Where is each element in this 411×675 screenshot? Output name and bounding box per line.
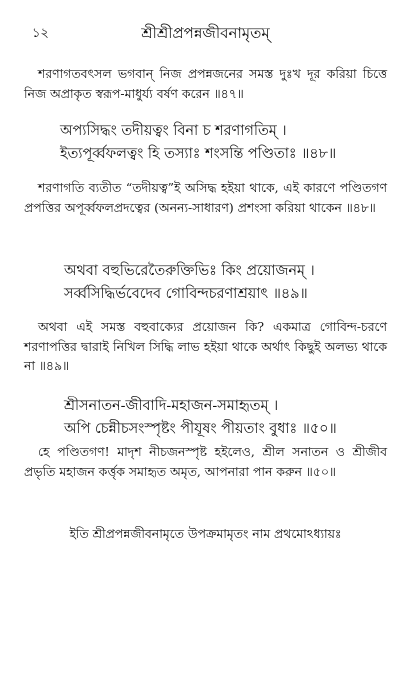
page-number: ১২ (32, 26, 49, 41)
commentary-paragraph-48: শরণাগতি ব্যতীত “তদীয়ত্ব”ই অসিদ্ধ হইয়া থাকে, এই কারণে পণ্ডিতগণ প্রপত্তির অপূর্ব্বফলপ্রদত্বের (অনন্য-সাধারণ) প্রশংসা করিয়া থাকেন ॥৪৮॥ (24, 180, 387, 215)
verse-48 (60, 120, 336, 166)
verse-49 (64, 260, 315, 306)
commentary-paragraph-49: অথবা এই সমস্ত বহুবাক্যের প্রয়োজন কি? একমাত্র গোবিন্দ-চরণে শরণাপত্তির দ্বারাই নিখিল সিদ্ধি লাভ হইয়া থাকে অর্থাৎ কিছুই অলভ্য থাকে না ॥৪৯॥ (24, 319, 387, 373)
verse-49-line-2: সর্ব্বসিদ্ধির্ভবেদেব গোবিন্দচরণাশ্রয়াৎ ॥৪৯॥ (64, 286, 308, 302)
running-title: শ্রীশ্রীপ্রপন্নজীবনামৃতম্ (141, 24, 270, 42)
verse-50-line-2: অপি চেন্নীচসংস্পৃষ্টং পীযূষং পীয়তাং বুধাঃ ॥৫০॥ (64, 421, 337, 437)
commentary-paragraph-50: হে পণ্ডিতগণ! মাদৃশ নীচজনস্পৃষ্ট হইলেও, শ্রীল সনাতন ও শ্রীজীব প্রভৃতি মহাজন কর্ত্তৃক সমাহৃত অমৃত, আপনারা পান করুন ॥৫০॥ (24, 444, 387, 479)
verse-48-line-1: অপ্যসিদ্ধং তদীয়ত্বং বিনা চ শরণাগতিম্ । (60, 123, 287, 139)
verse-50 (64, 395, 337, 441)
page-header (22, 20, 389, 42)
chapter-colophon: ইতি শ্রীপ্রপন্নজীবনামৃতে উপক্রমামৃতং নাম প্রথমোঽধ্যায়ঃ (69, 526, 342, 541)
verse-49-line-1: অথবা বহুভিরেতৈরুক্তিভিঃ কিং প্রয়োজনম্ । (64, 263, 315, 279)
commentary-paragraph-47: শরণাগতবৎসল ভগবান্ নিজ প্রপন্নজনের সমস্ত দুঃখ দূর করিয়া চিত্তে নিজ অপ্রাকৃত স্বরূপ-মাধুর্য্য বর্ষণ করেন ॥৪৭॥ (24, 66, 387, 101)
verse-48-line-2: ইত্যপূর্ব্বফলত্বং হি তস্যাঃ শংসন্তি পণ্ডিতাঃ ॥৪৮॥ (60, 146, 337, 162)
verse-50-line-1: শ্রীসনাতন-জীবাদি-মহাজন-সমাহৃতম্ । (64, 398, 279, 414)
